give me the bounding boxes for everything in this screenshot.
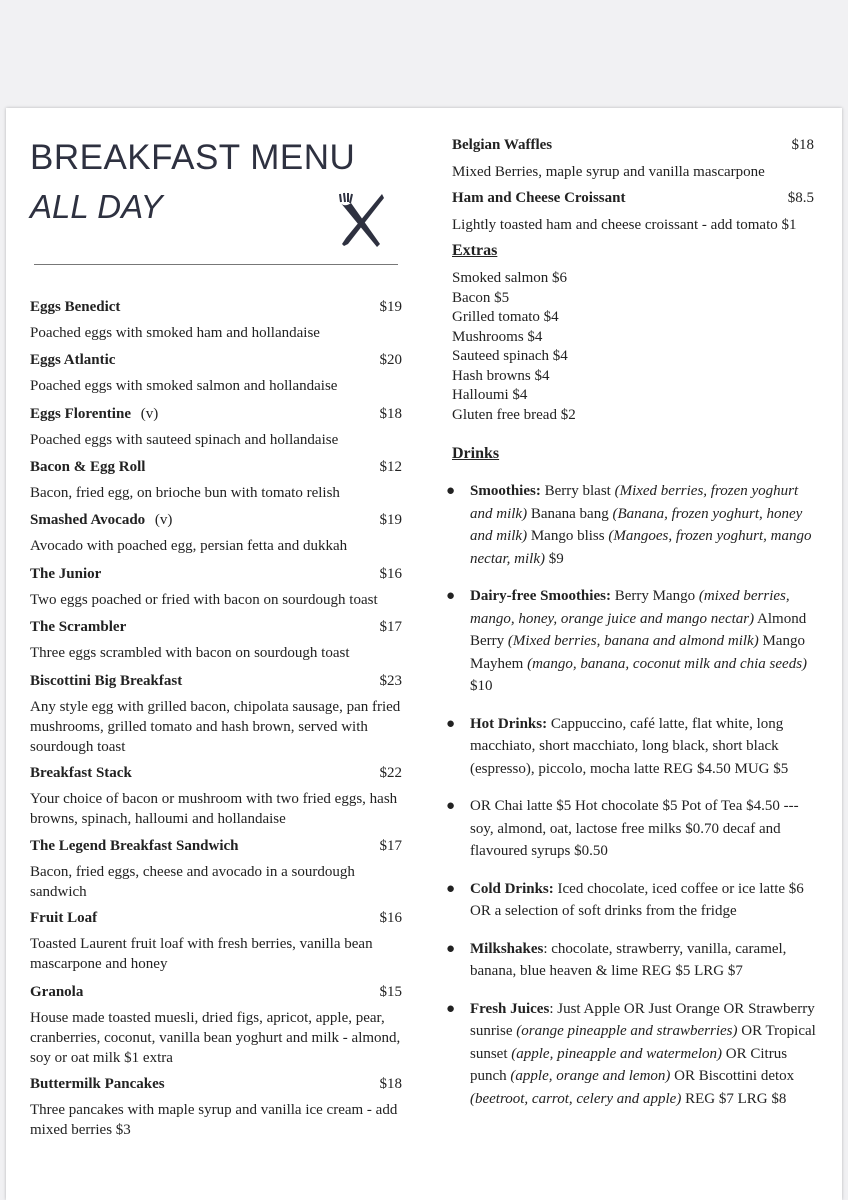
bullet-icon: ● xyxy=(446,940,456,957)
drink-text: OR Tropical sunset xyxy=(470,1023,816,1062)
drink-ingredients: (apple, pineapple and watermelon) xyxy=(511,1045,723,1062)
drink-text: Mango Mayhem xyxy=(470,633,805,672)
item-name: Eggs Atlantic xyxy=(30,352,116,368)
drink-text: REG $7 LRG $8 xyxy=(681,1090,787,1107)
drink-text: Mango bliss xyxy=(527,528,609,544)
item-price: $22 xyxy=(379,765,402,781)
title-divider xyxy=(34,264,398,265)
menu-subtitle: ALL DAY xyxy=(30,188,163,225)
drink-ingredients: (Mangoes, frozen yoghurt, mango nectar, milk) xyxy=(470,528,812,567)
bullet-icon: ● xyxy=(446,715,456,732)
bullet-icon: ● xyxy=(446,588,456,604)
extras-item: Bacon $5 xyxy=(452,289,510,306)
item-description: Any style egg with grilled bacon, chipolata sausage, pan fried mushrooms, grilled tomato and hash brown, served with sourdough toast xyxy=(30,699,401,755)
menu-item xyxy=(30,908,402,974)
drink-category: Smoothies: xyxy=(470,483,541,499)
drink-text: OR Chai latte $5 Hot chocolate $5 Pot of Tea $4.50 --- soy, almond, oat, lactose free milks $0.70 decaf and flavoured syrups $0.50 xyxy=(470,798,799,859)
item-name: Belgian Waffles xyxy=(452,137,553,153)
item-price: $16 xyxy=(379,566,402,582)
extras-item: Smoked salmon $6 xyxy=(452,270,567,286)
drinks-list-item xyxy=(444,998,824,1111)
item-description: Poached eggs with sauteed spinach and hollandaise xyxy=(30,432,339,448)
item-name: Buttermilk Pancakes xyxy=(30,1076,165,1092)
item-price: $16 xyxy=(379,910,402,926)
drink-text: Almond Berry xyxy=(470,610,807,649)
drink-ingredients: (mixed berries, mango, honey, orange juice and mango nectar) xyxy=(470,588,790,627)
drink-text: Banana bang xyxy=(527,505,613,522)
item-description: House made toasted muesli, dried figs, apricot, apple, pear, cranberries, coconut, vanilla bean yoghurt and milk - almond, soy or oat milk $1 extra xyxy=(30,1010,401,1066)
drinks-list-item xyxy=(444,878,824,923)
drink-text: : Just Apple OR Just Orange OR Strawberry sunrise xyxy=(470,1000,815,1039)
drink-category: Cold Drinks: xyxy=(470,880,554,897)
drink-ingredients: (Mixed berries, frozen yoghurt and milk) xyxy=(470,483,799,522)
item-description: Bacon, fried egg, on brioche bun with tomato relish xyxy=(30,485,340,501)
item-name: Granola xyxy=(30,984,84,1000)
bullet-icon: ● xyxy=(446,1000,456,1017)
drink-text: Berry blast xyxy=(540,483,615,499)
item-price: $19 xyxy=(379,512,402,528)
menu-item xyxy=(30,297,402,343)
item-price: $12 xyxy=(379,459,402,475)
item-description: Mixed Berries, maple syrup and vanilla mascarpone xyxy=(452,164,765,180)
item-name: Biscottini Big Breakfast xyxy=(30,673,183,689)
menu-item xyxy=(30,510,402,556)
drink-text: OR Biscottini detox xyxy=(670,1068,795,1084)
drink-ingredients: (mango, banana, coconut milk and chia seeds) xyxy=(527,655,808,672)
menu-item xyxy=(452,135,814,182)
item-price: $18 xyxy=(379,406,402,422)
extras-item: Grilled tomato $4 xyxy=(452,309,559,325)
drink-text: OR Citrus punch xyxy=(470,1045,788,1084)
drinks-list-item xyxy=(444,585,824,698)
drink-ingredients: (orange pineapple and strawberries) xyxy=(516,1023,738,1039)
drinks-list-item xyxy=(444,795,824,863)
bullet-icon: ● xyxy=(446,880,456,897)
menu-item xyxy=(30,457,402,503)
menu-item xyxy=(30,1074,402,1140)
item-name: Eggs Benedict xyxy=(30,299,121,315)
menu-title: BREAKFAST MENU xyxy=(30,138,356,177)
drink-text: : chocolate, strawberry, vanilla, caramel, banana, blue heaven & lime REG $5 LRG $7 xyxy=(470,940,787,979)
drink-text: Berry Mango xyxy=(610,588,699,604)
drink-category: Milkshakes xyxy=(470,940,544,957)
item-name: Ham and Cheese Croissant xyxy=(452,190,626,206)
item-suffix: (v) xyxy=(140,406,159,422)
item-price: $17 xyxy=(379,619,402,635)
drink-text: Cappuccino, café latte, flat white, long macchiato, short macchiato, long black, short black (espresso), piccolo, mocha latte REG $4.50 MUG $5 xyxy=(470,715,789,777)
bullet-icon: ● xyxy=(446,798,456,814)
item-price: $20 xyxy=(379,352,402,368)
item-name: Bacon & Egg Roll xyxy=(30,459,146,475)
menu-item xyxy=(30,564,402,610)
item-description: Your choice of bacon or mushroom with two fried eggs, hash browns, spinach, halloumi and hollandaise xyxy=(30,791,398,827)
item-description: Poached eggs with smoked salmon and hollandaise xyxy=(30,378,338,394)
item-price: $19 xyxy=(379,299,402,315)
extras-item: Sauteed spinach $4 xyxy=(452,348,568,364)
drink-ingredients: (Banana, frozen yoghurt, honey and milk) xyxy=(470,505,803,544)
drink-category: Fresh Juices xyxy=(470,1000,550,1017)
item-suffix: (v) xyxy=(154,512,173,528)
item-description: Poached eggs with smoked ham and hollandaise xyxy=(30,325,320,341)
cutlery-icon xyxy=(334,192,388,248)
item-price: $15 xyxy=(379,984,402,1000)
item-name: Breakfast Stack xyxy=(30,765,132,781)
drink-ingredients: (Mixed berries, banana and almond milk) xyxy=(507,633,759,649)
item-description: Three pancakes with maple syrup and vanilla ice cream - add mixed berries $3 xyxy=(30,1102,398,1138)
item-price: $23 xyxy=(379,673,402,689)
drink-text: $10 xyxy=(470,678,493,694)
extras-item: Mushrooms $4 xyxy=(452,328,543,345)
drink-category: Dairy-free Smoothies: xyxy=(470,588,611,604)
drink-category: Hot Drinks: xyxy=(470,715,548,732)
item-name: The Legend Breakfast Sandwich xyxy=(30,838,239,854)
item-name: The Scrambler xyxy=(30,619,127,635)
item-price: $8.5 xyxy=(787,190,814,206)
menu-item xyxy=(30,617,402,663)
extras-item: Gluten free bread $2 xyxy=(452,406,576,423)
item-description: Three eggs scrambled with bacon on sourdough toast xyxy=(30,645,350,661)
extras-item: Hash browns $4 xyxy=(452,367,550,384)
item-description: Bacon, fried eggs, cheese and avocado in a sourdough sandwich xyxy=(30,864,355,900)
item-name: Fruit Loaf xyxy=(30,910,98,926)
menu-item xyxy=(30,671,402,757)
bullet-icon: ● xyxy=(446,483,456,499)
drink-ingredients: (apple, orange and lemon) xyxy=(510,1068,671,1084)
item-price: $18 xyxy=(379,1076,402,1092)
item-description: Toasted Laurent fruit loaf with fresh berries, vanilla bean mascarpone and honey xyxy=(30,936,373,972)
drinks-list-item xyxy=(444,713,824,781)
drinks-list-item xyxy=(444,480,824,570)
menu-item xyxy=(30,404,402,450)
menu-item xyxy=(30,982,402,1068)
menu-item xyxy=(30,836,402,902)
drinks-heading: Drinks xyxy=(452,445,500,462)
menu-item xyxy=(452,188,814,235)
item-description: Lightly toasted ham and cheese croissant - add tomato $1 xyxy=(452,217,797,233)
item-description: Two eggs poached or fried with bacon on sourdough toast xyxy=(30,592,378,608)
menu-item xyxy=(30,350,402,396)
drink-ingredients: (beetroot, carrot, celery and apple) xyxy=(470,1090,682,1107)
item-name: The Junior xyxy=(30,566,102,582)
item-name: Smashed Avocado xyxy=(30,512,146,528)
drink-text: Iced chocolate, iced coffee or ice latte $6 OR a selection of soft drinks from the fridge xyxy=(470,880,804,919)
item-price: $17 xyxy=(379,838,402,854)
item-description: Avocado with poached egg, persian fetta and dukkah xyxy=(30,538,348,554)
extras-heading: Extras xyxy=(452,242,498,259)
extras-item: Halloumi $4 xyxy=(452,387,528,403)
extras-list xyxy=(452,269,576,425)
item-price: $18 xyxy=(791,137,814,153)
drinks-list-item xyxy=(444,938,824,983)
menu-item xyxy=(30,763,402,829)
item-name: Eggs Florentine xyxy=(30,406,131,422)
drinks-list xyxy=(444,480,824,1125)
drink-text: $9 xyxy=(544,550,564,567)
